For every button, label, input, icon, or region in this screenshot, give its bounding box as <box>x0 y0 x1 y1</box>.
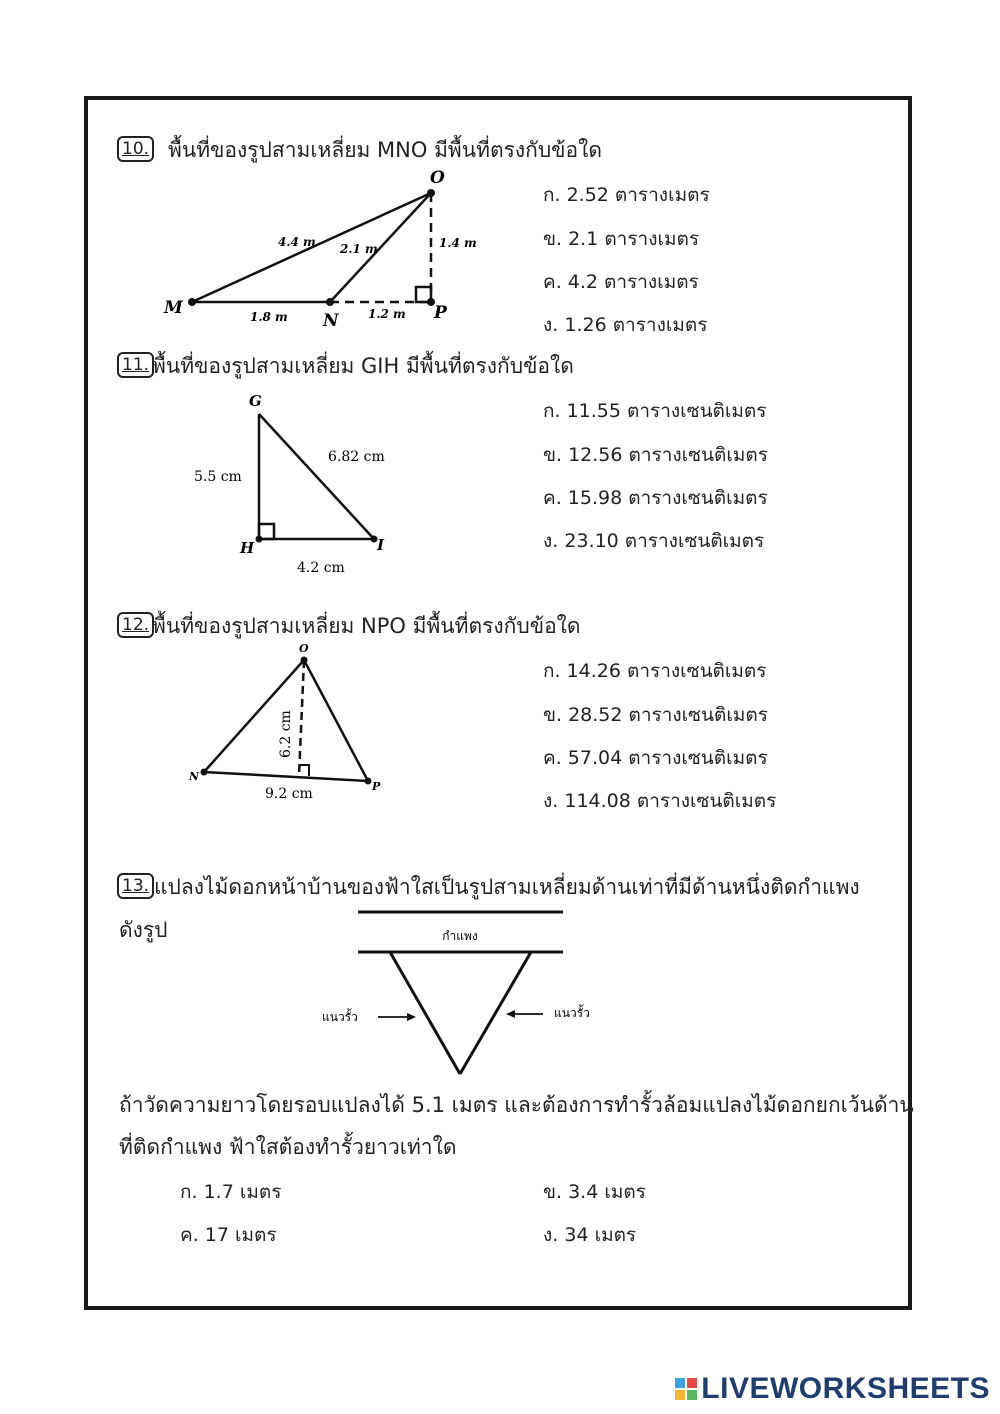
q12-label-n: N <box>189 770 200 783</box>
q12-label-o: O <box>299 642 309 655</box>
liveworksheets-text: LIVEWORKSHEETS <box>701 1372 990 1405</box>
q13-wall-label: กำแพง <box>442 929 478 943</box>
q13-choice-b[interactable]: ข. 3.4 เมตร <box>543 1181 646 1203</box>
q10-side-no: 2.1 m <box>340 242 378 256</box>
q10-side-np: 1.2 m <box>368 307 406 321</box>
q11-choice-a[interactable]: ก. 11.55 ตารางเซนติเมตร <box>543 400 767 422</box>
q11-label-i: I <box>377 536 385 554</box>
q10-choice-a[interactable]: ก. 2.52 ตารางเมตร <box>543 184 710 206</box>
q12-choice-d[interactable]: ง. 114.08 ตารางเซนติเมตร <box>543 790 777 812</box>
q10-choice-b[interactable]: ข. 2.1 ตารางเมตร <box>543 228 700 250</box>
q11-choice-c[interactable]: ค. 15.98 ตารางเซนติเมตร <box>543 487 768 509</box>
q10-label-p: P <box>434 303 447 323</box>
q10-side-mo: 4.4 m <box>278 235 316 249</box>
q11-question: พื้นที่ของรูปสามเหลี่ยม GIH มีพื้นที่ตรงกับข้อใด <box>152 354 574 378</box>
q12-base-label: 9.2 cm <box>265 786 313 802</box>
q11-side-hi: 4.2 cm <box>297 560 345 576</box>
q10-label-m: M <box>164 298 183 318</box>
q12-number: 12. <box>117 612 154 638</box>
q13-choice-a[interactable]: ก. 1.7 เมตร <box>180 1181 282 1203</box>
liveworksheets-brand <box>675 1372 990 1406</box>
q11-side-gh: 5.5 cm <box>194 469 242 485</box>
q13-choice-d[interactable]: ง. 34 เมตร <box>543 1224 637 1246</box>
q12-height-label: 6.2 cm <box>278 710 294 758</box>
q10-number: 10. <box>117 136 154 162</box>
q13-line-2: ดังรูป <box>119 918 168 942</box>
q11-side-gi: 6.82 cm <box>328 449 385 465</box>
q10-side-mn: 1.8 m <box>250 310 288 324</box>
q11-choice-d[interactable]: ง. 23.10 ตารางเซนติเมตร <box>543 530 765 552</box>
q10-choice-d[interactable]: ง. 1.26 ตารางเมตร <box>543 314 708 336</box>
q10-label-o: O <box>430 168 445 188</box>
q11-triangle-figure <box>190 390 410 580</box>
q13-line-3: ถ้าวัดความยาวโดยรอบแปลงได้ 5.1 เมตร และต้องการทำรั้วล้อมแปลงไม้ดอกยกเว้นด้าน <box>119 1093 914 1117</box>
q10-side-op: 1.4 m <box>439 236 477 250</box>
q13-line-4: ที่ติดกำแพง ฟ้าใสต้องทำรั้วยาวเท่าใด <box>119 1135 457 1159</box>
q13-fence-left-label: แนวรั้ว <box>322 1010 358 1024</box>
q10-question: พื้นที่ของรูปสามเหลี่ยม MNO มีพื้นที่ตรงกับข้อใด <box>168 138 603 162</box>
q13-flowerbed-figure <box>310 900 610 1080</box>
q11-label-h: H <box>240 539 255 557</box>
q12-triangle-figure <box>180 640 400 810</box>
liveworksheets-logo-icon <box>675 1378 697 1400</box>
q13-choice-c[interactable]: ค. 17 เมตร <box>180 1224 277 1246</box>
q10-choice-c[interactable]: ค. 4.2 ตารางเมตร <box>543 271 699 293</box>
q11-number: 11. <box>117 352 154 378</box>
q13-fence-right-label: แนวรั้ว <box>554 1006 590 1020</box>
q12-choice-b[interactable]: ข. 28.52 ตารางเซนติเมตร <box>543 704 768 726</box>
q13-line-1: แปลงไม้ดอกหน้าบ้านของฟ้าใสเป็นรูปสามเหลี่ยมด้านเท่าที่มีด้านหนึ่งติดกำแพง <box>154 875 860 899</box>
q10-triangle-figure <box>150 165 510 330</box>
q11-choice-b[interactable]: ข. 12.56 ตารางเซนติเมตร <box>543 444 768 466</box>
q12-choice-a[interactable]: ก. 14.26 ตารางเซนติเมตร <box>543 660 767 682</box>
q12-choice-c[interactable]: ค. 57.04 ตารางเซนติเมตร <box>543 747 768 769</box>
q13-number: 13. <box>117 873 154 899</box>
q10-label-n: N <box>323 311 339 330</box>
q12-question: พื้นที่ของรูปสามเหลี่ยม NPO มีพื้นที่ตรงกับข้อใด <box>152 614 581 638</box>
q12-label-p: P <box>372 780 381 793</box>
q11-label-g: G <box>249 392 262 410</box>
